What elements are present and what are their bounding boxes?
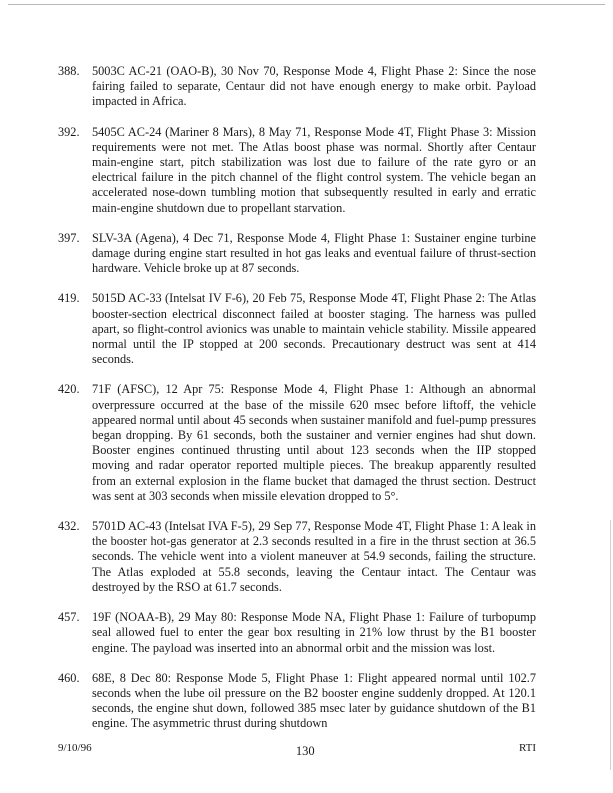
entry-text: 71F (AFSC), 12 Apr 75: Response Mode 4, Flight Phase 1: Although an abnormal overpressure occurred at the base of the missile 620 msec before liftoff, the vehicle appeared normal until about 45 seconds when sustainer manifold and fuel-pump pressures began dropping. By 61 seconds, both the sustainer and vernier engines had shut down. Booster engines continued thrusting until about 123 seconds when the IIP stopped moving and radar operator reported multiple pieces. The breakup apparently resulted from an external explosion in the flame bucket that damaged the thrust section. Destruct was sent at 303 seconds when missile elevation dropped to 5°. bbox=[92, 382, 536, 503]
footer-org: RTI bbox=[518, 742, 536, 754]
entry-text: 5015D AC-33 (Intelsat IV F-6), 20 Feb 75, Response Mode 4T, Flight Phase 2: The Atlas booster-section electrical disconnect failed at booster staging. The harness was pulled apart, so flight-control avionics was unable to maintain vehicle stability. Missile appeared normal until the IP stopped at 200 seconds. Precautionary destruct was sent at 414 seconds. bbox=[92, 291, 536, 367]
entry-number: 397. bbox=[58, 230, 80, 245]
entry-list bbox=[58, 64, 536, 747]
top-rule bbox=[8, 4, 605, 5]
entry-text: SLV-3A (Agena), 4 Dec 71, Response Mode 4, Flight Phase 1: Sustainer engine turbine damage during engine start resulted in hot gas leaks and eventual failure of thrust-section hardware. Vehicle broke up at 87 seconds. bbox=[92, 230, 536, 276]
entry bbox=[58, 382, 536, 504]
entry-text: 5003C AC-21 (OAO-B), 30 Nov 70, Response Mode 4, Flight Phase 2: Since the nose fairing failed to separate, Centaur did not have enough energy to make orbit. Payload impacted in Africa. bbox=[92, 64, 536, 109]
entry-number: 457. bbox=[58, 610, 80, 625]
entry-number: 460. bbox=[58, 670, 80, 685]
entry-text: 68E, 8 Dec 80: Response Mode 5, Flight Phase 1: Flight appeared normal until 102.7 seconds when the lube oil pressure on the B2 booster engine suddenly dropped. At 120.1 seconds, the engine shut down, followed 385 msec later by guidance shutdown of the B1 engine. The asymmetric thrust during shutdown bbox=[92, 670, 536, 731]
entry-text: 19F (NOAA-B), 29 May 80: Response Mode NA, Flight Phase 1: Failure of turbopump seal allowed fuel to enter the gear box resulting in 21% low thrust by the B1 booster engine. The payload was inserted into an abnormal orbit and the mission was lost. bbox=[92, 610, 536, 655]
entry-text: 5701D AC-43 (Intelsat IVA F-5), 29 Sep 77, Response Mode 4T, Flight Phase 1: A leak in the booster hot-gas generator at 2.3 seconds resulted in a fire in the thrust section at 36.5 seconds. The vehicle went into a violent maneuver at 54.9 seconds, failing the structure. The Atlas exploded at 55.8 seconds, leaving the Centaur intact. The Centaur was destroyed by the RSO at 61.7 seconds. bbox=[92, 519, 536, 594]
footer-date: 9/10/96 bbox=[58, 742, 92, 754]
page-footer bbox=[58, 742, 536, 757]
entry bbox=[58, 64, 536, 110]
entry-number: 420. bbox=[58, 382, 80, 397]
entry bbox=[58, 125, 536, 216]
page-number: 130 bbox=[295, 744, 315, 758]
entry bbox=[58, 610, 536, 656]
entry bbox=[58, 231, 536, 277]
page-edge-line bbox=[610, 520, 611, 770]
entry-number: 432. bbox=[58, 519, 80, 534]
entry bbox=[58, 671, 536, 732]
entry-number: 392. bbox=[58, 124, 80, 139]
entry-number: 419. bbox=[58, 291, 80, 306]
entry-text: 5405C AC-24 (Mariner 8 Mars), 8 May 71, Response Mode 4T, Flight Phase 3: Mission requirements were not met. The Atlas boost phase was normal. Shortly after Centaur main-engine start, pitch stabilization was lost due to failure of the rate gyro or an electrical failure in the pitch channel of the flight control system. The vehicle began an accelerated nose-down tumbling motion that subsequently resulted in early and erratic main-engine shutdown due to propellant starvation. bbox=[92, 124, 536, 215]
entry-number: 388. bbox=[58, 64, 80, 78]
entry bbox=[58, 291, 536, 367]
entry bbox=[58, 519, 536, 595]
